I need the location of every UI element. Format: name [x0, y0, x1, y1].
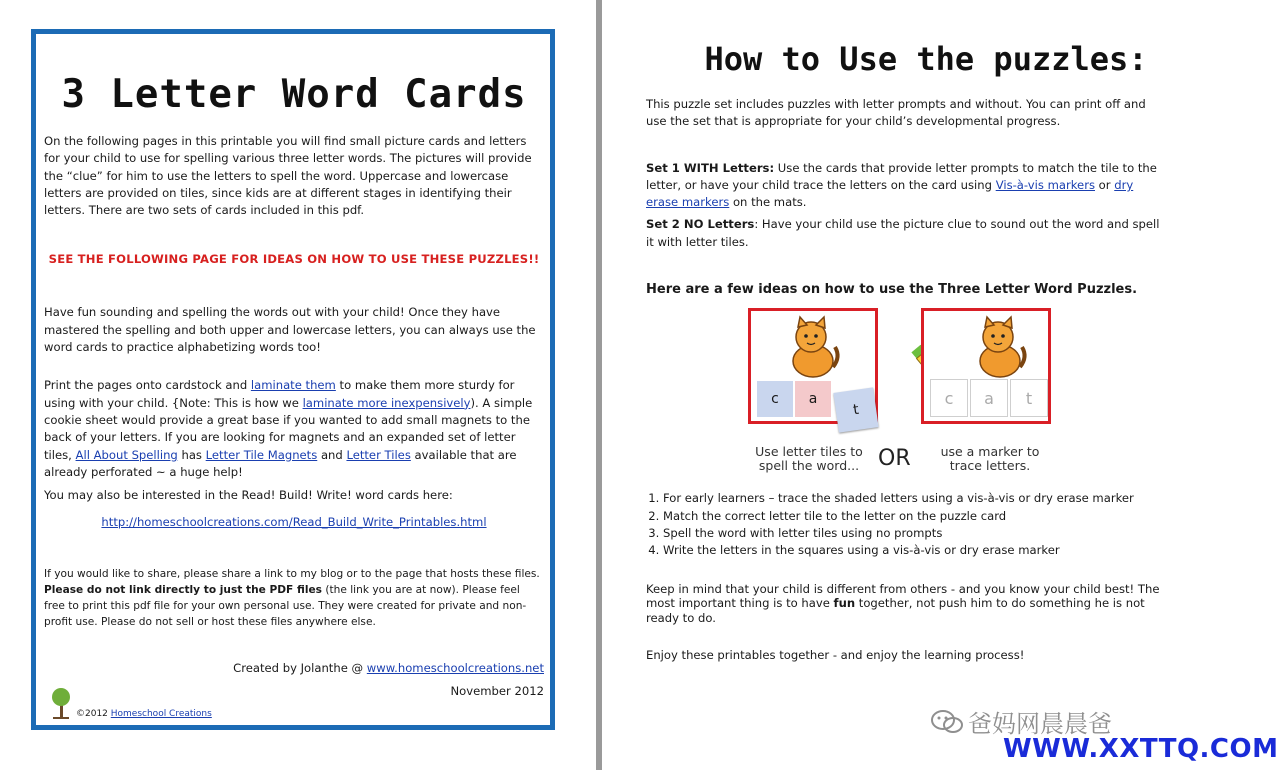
- left-page-title: 3 Letter Word Cards: [61, 72, 527, 117]
- or-label: OR: [878, 446, 911, 472]
- right-page-title: How to Use the puzzles:: [704, 40, 1148, 78]
- keep-in-mind-paragraph: Keep in mind that your child is different from others - and you know your child best! The most important thing is to have fun together, not push him to do something he is not ready to do.: [646, 581, 1160, 625]
- loose-tile-t: t: [833, 388, 878, 433]
- read-build-write-link[interactable]: http://homeschoolcreations.com/Read_Build_Write_Printables.html: [101, 515, 487, 530]
- watermark-text: 爸妈网晨晨爸: [930, 704, 1112, 739]
- steps-list: [646, 490, 1166, 559]
- letter-tile-magnets-link[interactable]: Letter Tile Magnets: [205, 447, 318, 462]
- letter-tiles-link[interactable]: Letter Tiles: [346, 447, 411, 462]
- all-about-spelling-link[interactable]: All About Spelling: [75, 447, 178, 462]
- left-page: [31, 29, 555, 730]
- wechat-icon: [930, 709, 964, 735]
- trace-letters: [930, 379, 1048, 417]
- caption-marker: use a marker to trace letters.: [940, 444, 1040, 474]
- share-paragraph: If you would like to share, please share a link to my blog or to the page that hosts these files. Please do not link directly to just the PDF files (the link you are at now). Please feel free to print this pdf file for your own personal use. They were created for private and non-profit use. Please do not sell or host these files anywhere else.: [44, 567, 540, 628]
- right-intro-paragraph: This puzzle set includes puzzles with letter prompts and without. You can print off and use the set that is appropriate for your child’s developmental progress.: [646, 97, 1146, 129]
- tree-logo-icon: [50, 687, 72, 719]
- list-item: 2. Match the correct letter tile to the letter on the puzzle card: [663, 508, 1166, 525]
- watermark-url: WWW.XXTTQ.COM: [1003, 734, 1279, 764]
- set2-paragraph: Set 2 NO Letters: Have your child use the picture clue to sound out the word and spell it with letter tiles.: [646, 217, 1160, 249]
- list-item: 1. For early learners – trace the shaded letters using a vis-à-vis or dry erase marker: [663, 490, 1166, 507]
- red-callout: SEE THE FOLLOWING PAGE FOR IDEAS ON HOW TO USE THESE PUZZLES!!: [48, 252, 540, 267]
- created-by: Created by Jolanthe @ www.homeschoolcreations.net: [233, 660, 544, 675]
- trace-t: t: [1010, 379, 1048, 417]
- print-paragraph: Print the pages onto cardstock and laminate them to make them more sturdy for using with your child. {Note: This is how we laminate more inexpensively). A simple cookie sheet would provide a great base if you wanted to add small magnets to the back of your letters. If you are looking for magnets and an expanded set of letter tiles, All About Spelling has Letter Tile Magnets and Letter Tiles available that are already perforated ~ a huge help!: [44, 378, 533, 479]
- laminate-them-link[interactable]: laminate them: [250, 378, 336, 393]
- also-interested-text: You may also be interested in the Read! Build! Write! word cards here:: [44, 488, 453, 503]
- footer-copyright: ©2012 Homeschool Creations: [50, 687, 212, 719]
- vis-a-vis-link[interactable]: Vis-à-vis markers: [995, 177, 1095, 192]
- ideas-heading: Here are a few ideas on how to use the Three Letter Word Puzzles.: [646, 282, 1138, 298]
- trace-a: a: [970, 379, 1008, 417]
- tile-a: a: [795, 381, 831, 417]
- puzzle-card-trace: [921, 308, 1051, 424]
- list-item: 3. Spell the word with letter tiles using no prompts: [663, 525, 1166, 542]
- caption-tiles: Use letter tiles to spell the word...: [755, 444, 863, 474]
- page-divider: [596, 0, 602, 770]
- month-year: November 2012: [450, 684, 544, 699]
- homeschool-site-link[interactable]: www.homeschoolcreations.net: [366, 660, 544, 675]
- puzzle-illustration: [646, 308, 1166, 486]
- homeschool-creations-link[interactable]: Homeschool Creations: [110, 709, 212, 719]
- trace-c: c: [930, 379, 968, 417]
- cat-icon: [970, 317, 1028, 379]
- set1-paragraph: Set 1 WITH Letters: Use the cards that provide letter prompts to match the tile to the letter, or have your child trace the letters on the card using Vis-à-vis markers or dry erase markers on the mats.: [646, 160, 1157, 210]
- right-page: [646, 40, 1166, 664]
- dry-erase-link[interactable]: dry erase markers: [646, 177, 1134, 210]
- list-item: 4. Write the letters in the squares using a vis-à-vis or dry erase marker: [663, 542, 1166, 559]
- enjoy-paragraph: Enjoy these printables together - and enjoy the learning process!: [646, 648, 1025, 663]
- tile-c: c: [757, 381, 793, 417]
- laminate-inexpensively-link[interactable]: laminate more inexpensively: [302, 395, 471, 410]
- cat-icon: [783, 317, 841, 379]
- left-intro-paragraph: On the following pages in this printable you will find small picture cards and letters for your child to use for spelling various three letter words. The pictures will provide the “clue” for him to use the letters to spell the word. Uppercase and lowercase letters are provided on tiles, since kids are at different stages in identifying their letters. There are two sets of cards included in this pdf.: [44, 134, 532, 218]
- have-fun-paragraph: Have fun sounding and spelling the words out with your child! Once they have mastered the spelling and both upper and lowercase letters, you can always use the word cards to practice alphabetizing words too!: [44, 305, 536, 355]
